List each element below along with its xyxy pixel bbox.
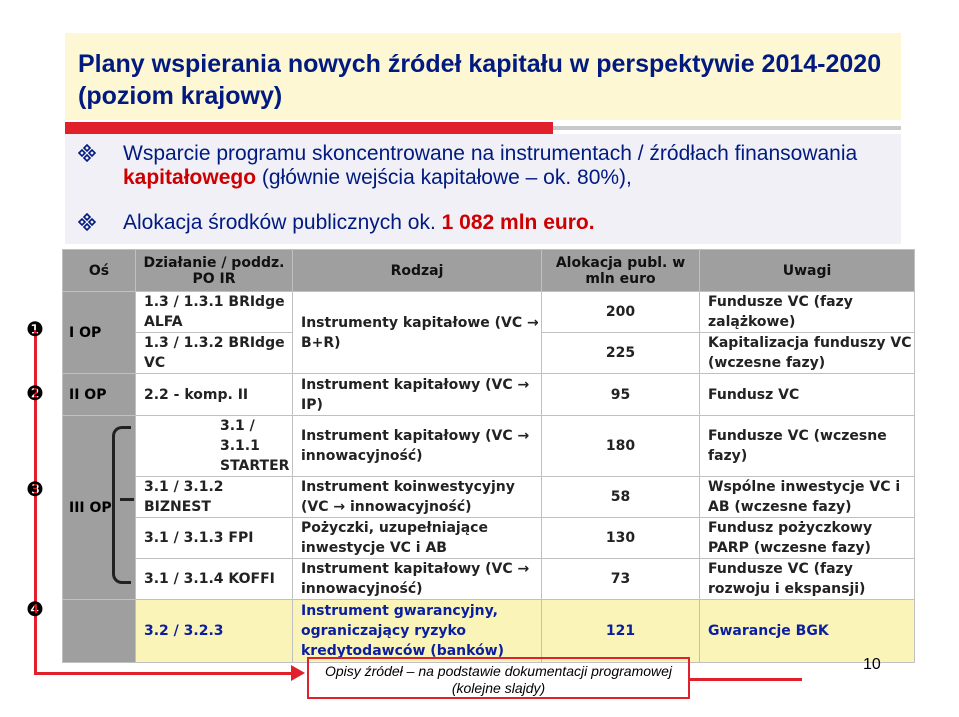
- axis-cell: [63, 600, 136, 663]
- notes-cell: Fundusze VC (fazy rozwoju i ekspansji): [700, 559, 915, 600]
- notes-cell: Fundusz pożyczkowy PARP (wczesne fazy): [700, 518, 915, 559]
- title-underline-red: [65, 122, 553, 134]
- action-cell: 3.1 / 3.1.4 KOFFI: [136, 559, 293, 600]
- diamond-bullet-icon: [78, 144, 96, 162]
- axis-cell: III OP: [63, 416, 136, 600]
- allocation-cell: 73: [542, 559, 700, 600]
- marker-3: ❸: [26, 479, 44, 501]
- type-cell: Instrument koinwestycyjny (VC → innowacyjność): [293, 477, 542, 518]
- action-cell: 1.3 / 1.3.2 BRIdge VC: [136, 333, 293, 374]
- notes-cell: Kapitalizacja funduszy VC (wczesne fazy): [700, 333, 915, 374]
- group-bracket-tick: [120, 498, 134, 501]
- action-cell: 2.2 - komp. II: [136, 374, 293, 416]
- bullet-text-end: (głównie wejścia kapitałowe – ok. 80%),: [256, 166, 632, 189]
- allocation-cell: 200: [542, 292, 700, 333]
- type-cell: Instrumenty kapitałowe (VC → B+R): [293, 292, 542, 374]
- slide-title: Plany wspierania nowych źródeł kapitału w perspektywie 2014-2020 (poziom krajowy): [78, 50, 882, 110]
- type-cell: Instrument kapitałowy (VC → innowacyjność): [293, 559, 542, 600]
- type-cell: Pożyczki, uzupełniające inwestycje VC i AB: [293, 518, 542, 559]
- action-cell: 3.1 / 3.1.3 FPI: [136, 518, 293, 559]
- header-action: Działanie / poddz. PO IR: [136, 250, 293, 292]
- table-row: [63, 518, 915, 559]
- connector-line: [689, 678, 802, 681]
- bullet-text: Alokacja środków publicznych ok.: [123, 211, 442, 234]
- table-row: [63, 416, 915, 477]
- page-number: 10: [863, 656, 881, 673]
- action-cell: 1.3 / 1.3.1 BRIdge ALFA: [136, 292, 293, 333]
- allocation-cell: 121: [542, 600, 700, 663]
- allocation-cell: 95: [542, 374, 700, 416]
- type-cell: Instrument kapitałowy (VC → innowacyjność): [293, 416, 542, 477]
- notes-cell: Fundusz VC: [700, 374, 915, 416]
- bullet-highlight: kapitałowego: [123, 166, 257, 189]
- allocation-table: [62, 249, 915, 663]
- action-cell: 3.1 / 3.1.2 BIZNEST: [136, 477, 293, 518]
- table-row: [63, 374, 915, 416]
- axis-cell: I OP: [63, 292, 136, 374]
- allocation-cell: 130: [542, 518, 700, 559]
- type-cell: Instrument gwarancyjny, ograniczający ryzyko kredytodawców (banków): [293, 600, 542, 663]
- allocation-cell: 58: [542, 477, 700, 518]
- notes-cell: Fundusze VC (fazy zalążkowe): [700, 292, 915, 333]
- arrow-icon: [291, 665, 305, 681]
- table-row: [63, 477, 915, 518]
- allocation-cell: 225: [542, 333, 700, 374]
- title-underline-gray: [553, 126, 901, 130]
- notes-cell: Fundusze VC (wczesne fazy): [700, 416, 915, 477]
- action-cell: 3.2 / 3.2.3: [136, 600, 293, 663]
- bullet-highlight: 1 082 mln euro.: [441, 211, 595, 234]
- marker-4: ❹: [26, 599, 44, 621]
- marker-2: ❷: [26, 383, 44, 405]
- allocation-cell: 180: [542, 416, 700, 477]
- diamond-bullet-icon: [78, 213, 96, 231]
- header-axis: Oś: [63, 250, 136, 292]
- action-cell: 3.1 / 3.1.1 STARTER: [136, 416, 293, 477]
- footer-note: Opisy źródeł – na podstawie dokumentacji programowej (kolejne slajdy): [307, 657, 690, 699]
- axis-cell: II OP: [63, 374, 136, 416]
- notes-cell: Gwarancje BGK: [700, 600, 915, 663]
- header-allocation: Alokacja publ. w mln euro: [542, 250, 700, 292]
- table-row: [63, 559, 915, 600]
- table-row: [63, 292, 915, 333]
- type-cell: Instrument kapitałowy (VC → IP): [293, 374, 542, 416]
- bullet-text: Wsparcie programu skoncentrowane na instrumentach / źródłach finansowania: [123, 142, 858, 165]
- header-type: Rodzaj: [293, 250, 542, 292]
- table-row-highlighted: [63, 600, 915, 663]
- marker-1: ❶: [26, 319, 44, 341]
- connector-line: [34, 672, 293, 675]
- notes-cell: Wspólne inwestycje VC i AB (wczesne fazy): [700, 477, 915, 518]
- group-bracket: [112, 426, 131, 584]
- header-notes: Uwagi: [700, 250, 915, 292]
